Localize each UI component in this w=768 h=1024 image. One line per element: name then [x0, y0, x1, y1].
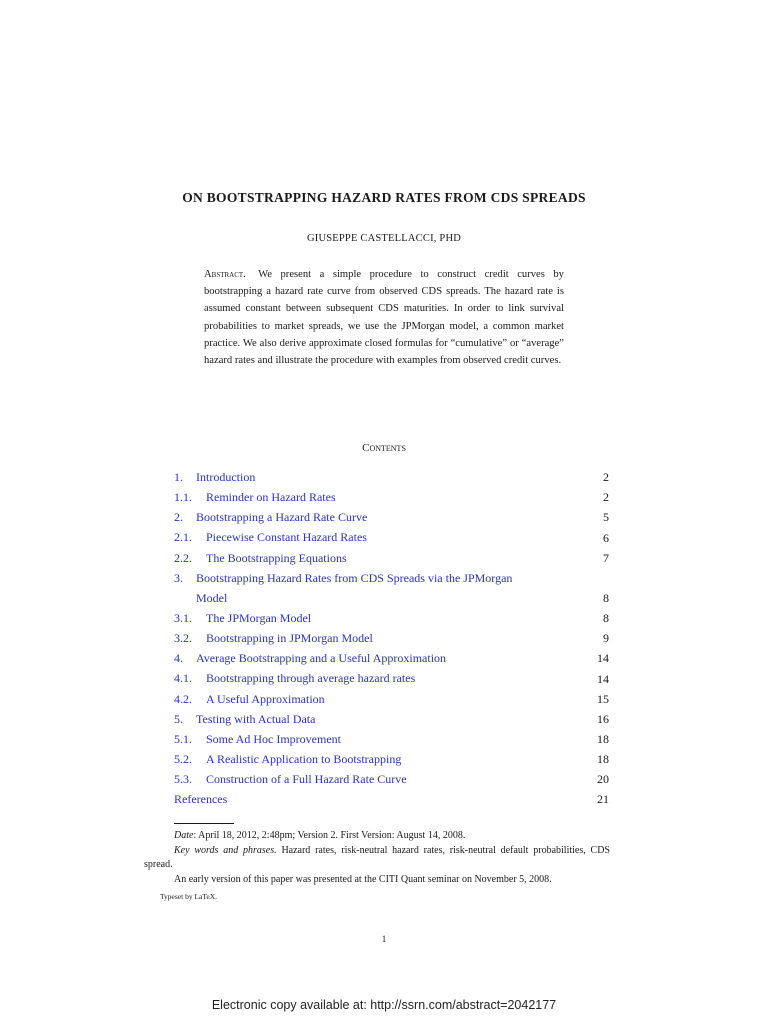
toc-page-number: 2 — [603, 490, 609, 505]
toc-entry-2-2[interactable] — [174, 548, 609, 568]
toc-link[interactable]: 2. Bootstrapping a Hazard Rate Curve — [174, 510, 368, 525]
toc-entry-4-2[interactable] — [174, 689, 609, 709]
toc-link[interactable]: 5.2. A Realistic Application to Bootstrapping — [174, 751, 402, 766]
toc-entry-3[interactable] — [174, 568, 609, 608]
toc-page-number: 5 — [603, 510, 609, 525]
toc-link[interactable]: 4.1. Bootstrapping through average hazard rates — [174, 671, 416, 686]
abstract — [204, 266, 564, 369]
toc-entry-references[interactable] — [174, 789, 609, 809]
toc-entry-3-1[interactable] — [174, 608, 609, 628]
toc-entry-2[interactable] — [174, 507, 609, 527]
toc-page-number: 9 — [603, 631, 609, 646]
toc-link[interactable]: 4. Average Bootstrapping and a Useful Approximation — [174, 651, 447, 666]
toc-link[interactable]: 3. Bootstrapping Hazard Rates from CDS Spreads via the JPMorgan Model — [174, 570, 513, 605]
toc-page-number: 8 — [603, 591, 609, 605]
toc-entry-3-2[interactable] — [174, 628, 609, 648]
typeset-note: Typeset by LaTeX. — [160, 892, 218, 901]
toc-entry-1[interactable] — [174, 467, 609, 487]
toc-entry-1-1[interactable] — [174, 487, 609, 507]
toc-page-number: 14 — [597, 651, 609, 666]
toc-page-number: 6 — [603, 530, 609, 545]
toc-page-number: 20 — [597, 772, 609, 787]
toc-link[interactable]: 1.1. Reminder on Hazard Rates — [174, 490, 336, 505]
toc-page-number: 2 — [603, 470, 609, 485]
toc-link[interactable]: 1. Introduction — [174, 470, 256, 484]
toc-page-number: 21 — [597, 792, 609, 807]
toc-page-number: 16 — [597, 711, 609, 726]
toc-entry-5-3[interactable] — [174, 769, 609, 789]
toc-link[interactable]: 5.3. Construction of a Full Hazard Rate Curve — [174, 772, 407, 787]
toc-link[interactable]: 5. Testing with Actual Data — [174, 711, 316, 726]
toc-link[interactable]: 4.2. A Useful Approximation — [174, 691, 325, 706]
toc-entry-5-2[interactable] — [174, 749, 609, 769]
toc-entry-4-1[interactable] — [174, 668, 609, 688]
toc-page-number: 8 — [603, 611, 609, 626]
toc-page-number: 15 — [597, 691, 609, 706]
toc-entry-4[interactable] — [174, 648, 609, 668]
ssrn-link[interactable]: Electronic copy available at: http://ssrn.com/abstract=2042177 — [211, 998, 557, 1012]
toc-link[interactable]: 3.2. Bootstrapping in JPMorgan Model — [174, 631, 373, 646]
toc-page-number: 18 — [597, 731, 609, 746]
toc-link[interactable]: 2.1. Piecewise Constant Hazard Rates — [174, 530, 367, 545]
footnote-early-version: An early version of this paper was presented at the CITI Quant seminar on November 5, 2008. — [174, 873, 552, 885]
toc-entry-5[interactable] — [174, 709, 609, 729]
table-of-contents — [174, 467, 609, 809]
footnote-date: Date: April 18, 2012, 2:48pm; Version 2. First Version: August 14, 2008. — [174, 830, 466, 841]
toc-link[interactable]: 5.1. Some Ad Hoc Improvement — [174, 731, 341, 746]
footnotes — [144, 829, 610, 905]
page-number: 1 — [381, 934, 387, 944]
footnote-rule — [174, 823, 234, 824]
toc-link[interactable]: 3.1. The JPMorgan Model — [174, 611, 312, 625]
toc-link[interactable]: 2.2. The Bootstrapping Equations — [174, 550, 347, 565]
toc-link[interactable]: References — [174, 792, 228, 807]
contents-heading: Contents — [362, 442, 406, 454]
author-name: GIUSEPPE CASTELLACCI, PHD — [306, 233, 462, 244]
abstract-lead: Abstract. — [204, 269, 246, 280]
abstract-text: We present a simple procedure to construct credit curves by bootstrapping a hazard rate curve from observed CDS spreads. The hazard rate is assumed constant between subsequent CDS maturities. In order to link survival probabilities to market spreads, we use the JPMorgan model, a common market practice. We also derive approximate closed formulas for “cumulative” or “average” hazard rates and illustrate the procedure with examples from observed credit curves. — [204, 269, 564, 367]
paper-title: ON BOOTSTRAPPING HAZARD RATES FROM CDS SPREADS — [182, 190, 586, 205]
toc-page-number: 14 — [597, 671, 609, 686]
toc-page-number: 18 — [597, 752, 609, 767]
toc-entry-2-1[interactable] — [174, 527, 609, 547]
toc-entry-5-1[interactable] — [174, 729, 609, 749]
toc-page-number: 7 — [603, 550, 609, 565]
footnote-keywords: Key words and phrases. Hazard rates, risk-neutral hazard rates, risk-neutral default probabilities, CDS spread. — [144, 844, 610, 870]
